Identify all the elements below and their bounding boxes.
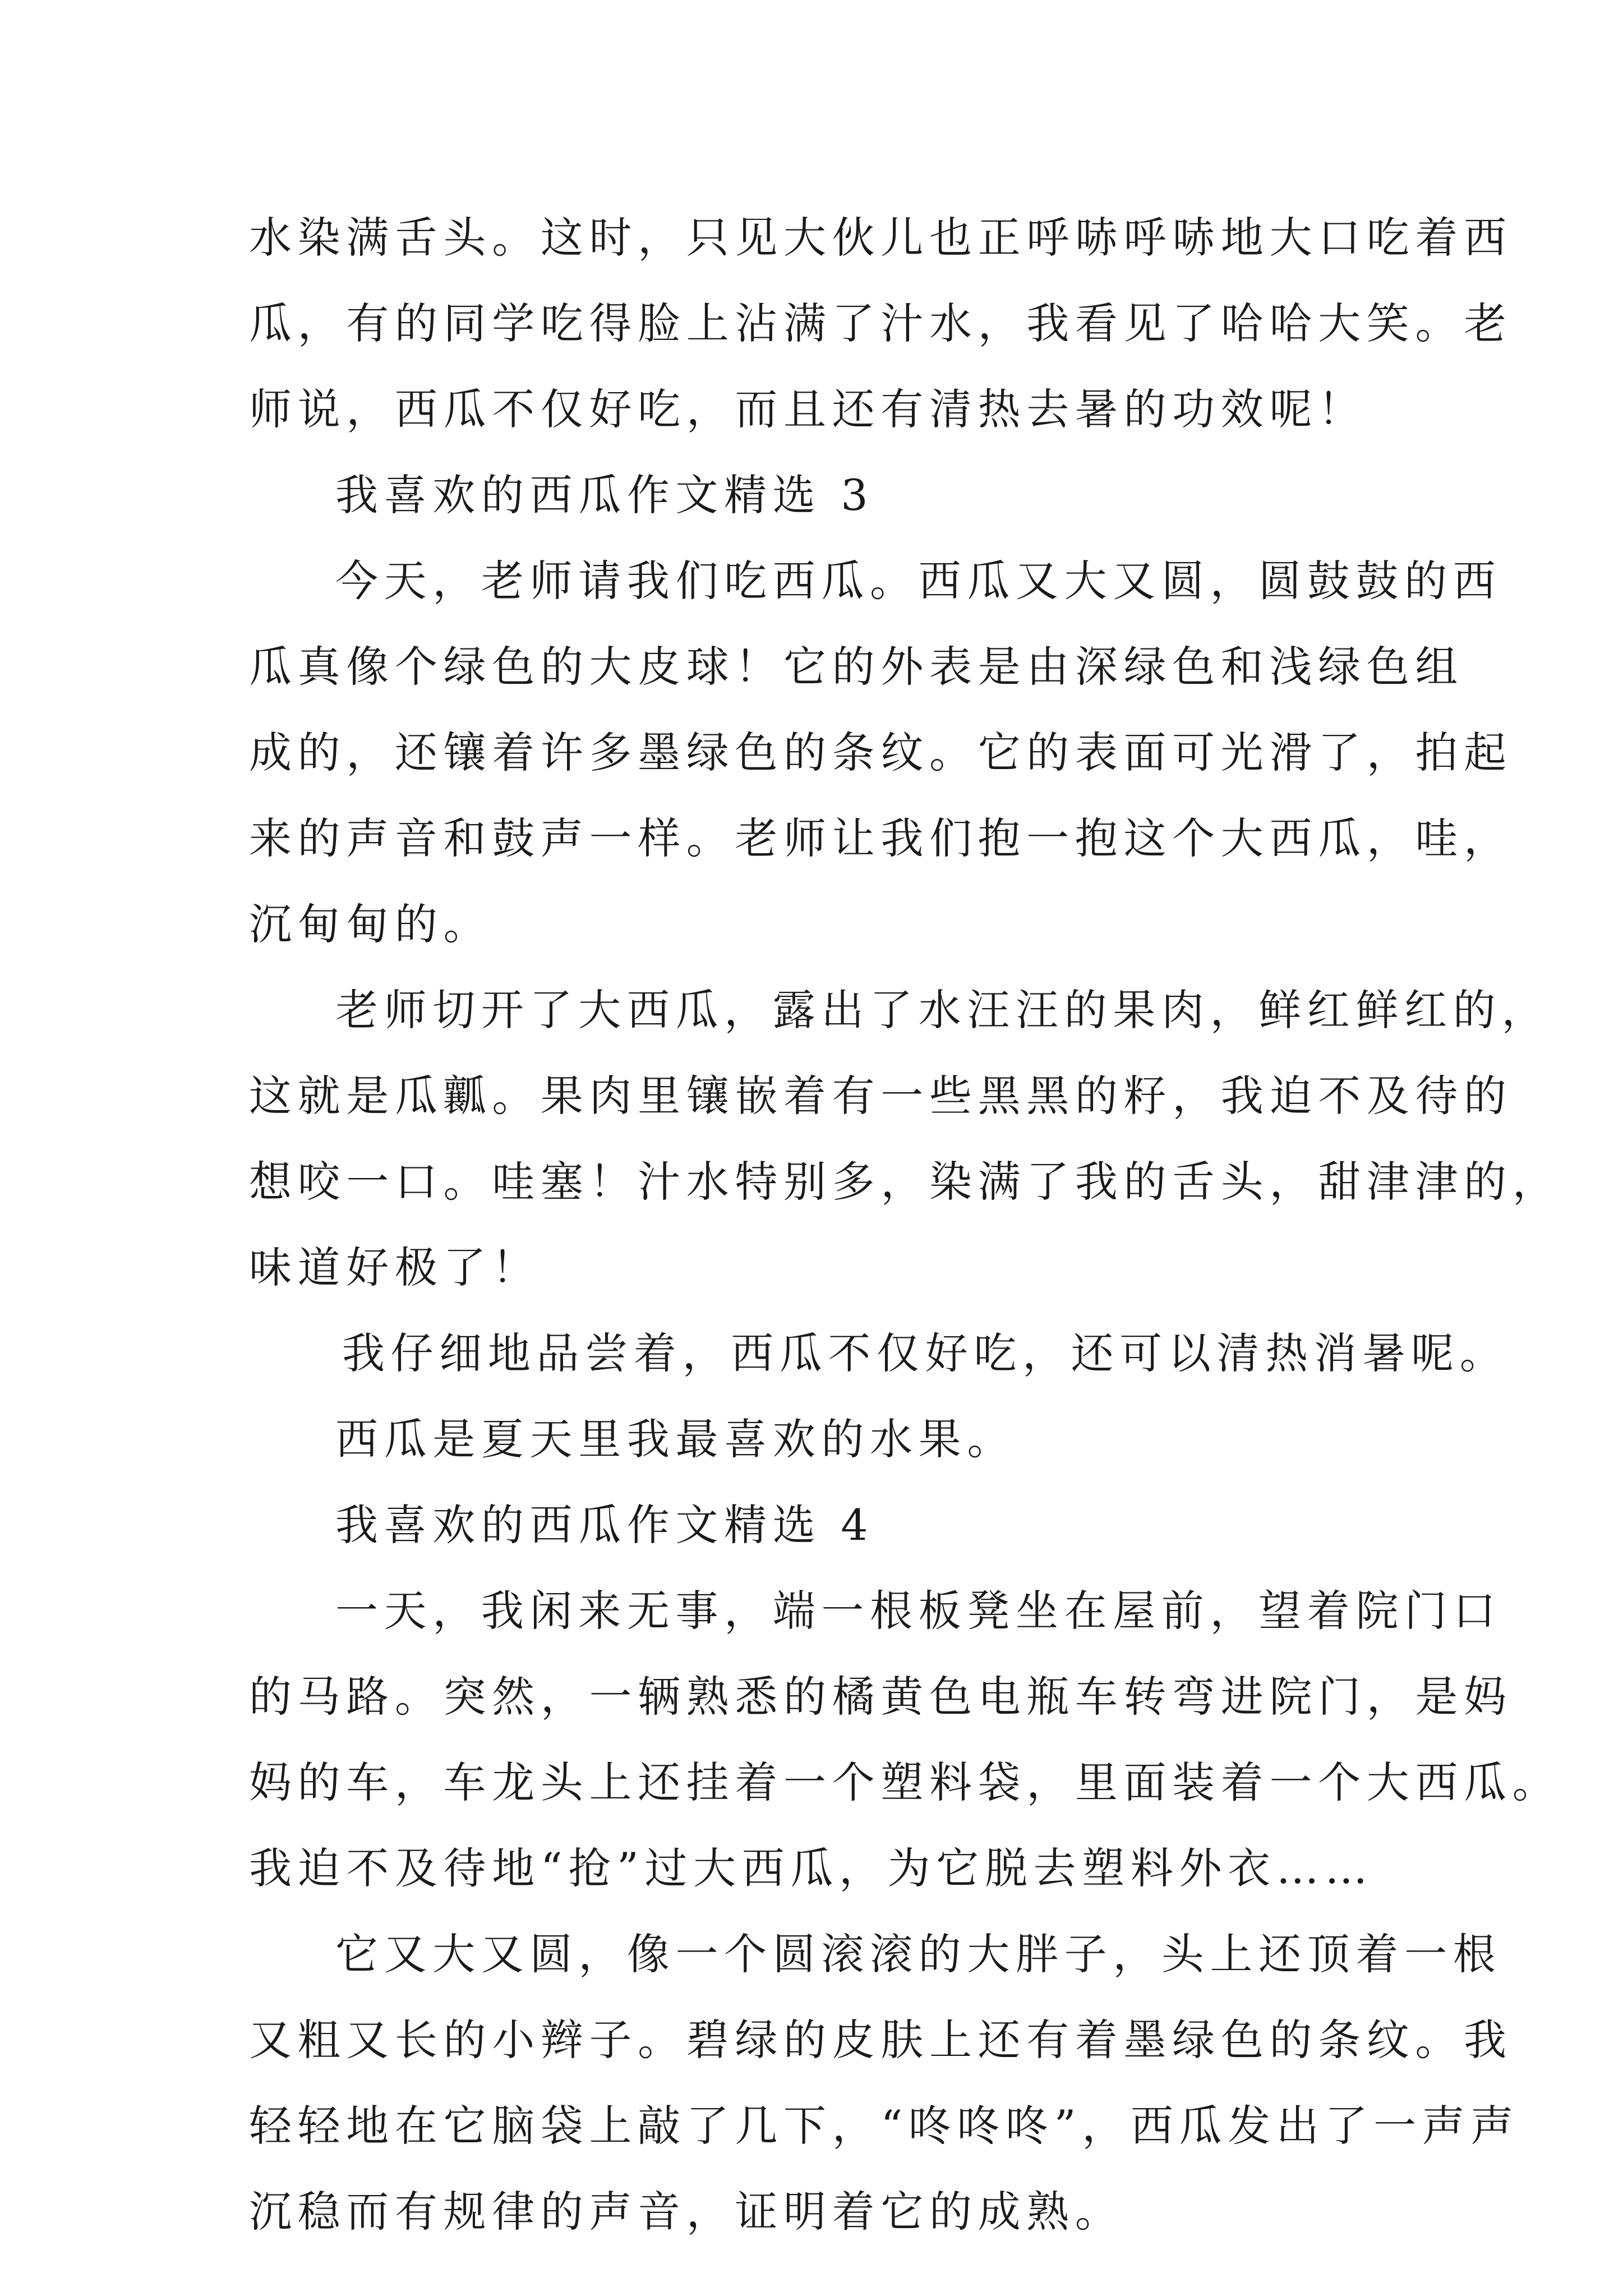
- text-line: 妈的车，车龙头上还挂着一个塑料袋，里面装着一个大西瓜。: [249, 1757, 1561, 1807]
- text-line: 瓜真像个绿色的大皮球！它的外表是由深绿色和浅绿色组: [249, 642, 1464, 692]
- text-line: 沉稳而有规律的声音，证明着它的成熟。: [249, 2187, 1124, 2237]
- section-heading: 我喜欢的西瓜作文精选 3: [335, 470, 874, 520]
- text-line: 我仔细地品尝着，西瓜不仅好吃，还可以清热消暑呢。: [342, 1328, 1509, 1378]
- text-line: 又粗又长的小辫子。碧绿的皮肤上还有着墨绿色的条纹。我: [249, 2015, 1513, 2065]
- text-line: 想咬一口。哇塞！汁水特别多，染满了我的舌头，甜津津的，: [249, 1157, 1561, 1207]
- text-line: 西瓜是夏天里我最喜欢的水果。: [335, 1414, 1016, 1464]
- text-line: 瓜，有的同学吃得脸上沾满了汁水，我看见了哈哈大笑。老: [249, 298, 1513, 348]
- text-line: 水染满舌头。这时，只见大伙儿也正呼哧呼哧地大口吃着西: [249, 213, 1513, 263]
- text-line: 它又大又圆，像一个圆滚滚的大胖子，头上还顶着一根: [335, 1929, 1502, 1979]
- text-line: 成的，还镶着许多墨绿色的条纹。它的表面可光滑了，拍起: [249, 728, 1513, 777]
- section-heading: 我喜欢的西瓜作文精选 4: [335, 1500, 874, 1550]
- text-line: 轻轻地在它脑袋上敲了几下，“咚咚咚”，西瓜发出了一声声: [249, 2101, 1519, 2151]
- text-line: 师说，西瓜不仅好吃，而且还有清热去暑的功效呢！: [249, 384, 1367, 434]
- text-line: 一天，我闲来无事，端一根板凳坐在屋前，望着院门口: [335, 1586, 1502, 1636]
- text-line: 来的声音和鼓声一样。老师让我们抱一抱这个大西瓜，哇，: [249, 813, 1513, 863]
- text-line: 这就是瓜瓤。果肉里镶嵌着有一些黑黑的籽，我迫不及待的: [249, 1071, 1513, 1121]
- text-line: 我迫不及待地“抢”过大西瓜，为它脱去塑料外衣……: [249, 1843, 1374, 1893]
- text-line: 老师切开了大西瓜，露出了水汪汪的果肉，鲜红鲜红的，: [335, 985, 1550, 1035]
- text-line: 沉甸甸的。: [249, 899, 492, 949]
- text-line: 今天，老师请我们吃西瓜。西瓜又大又圆，圆鼓鼓的西: [335, 556, 1502, 606]
- text-line: 的马路。突然，一辆熟悉的橘黄色电瓶车转弯进院门，是妈: [249, 1672, 1513, 1722]
- text-line: 味道好极了！: [249, 1243, 541, 1292]
